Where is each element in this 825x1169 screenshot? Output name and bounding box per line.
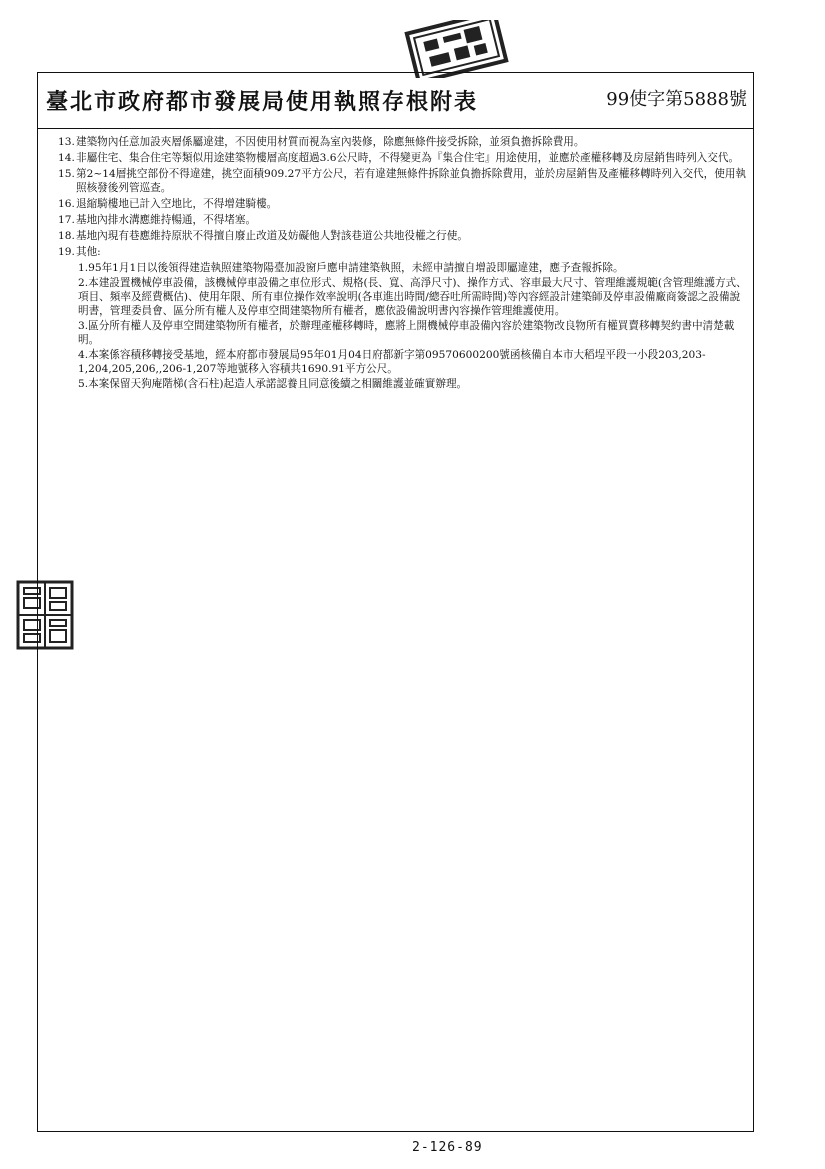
item-number: 18. <box>58 230 75 242</box>
seal-stamp-top <box>398 20 516 78</box>
item-text: 退縮騎樓地已計入空地比，不得增建騎樓。 <box>76 198 278 210</box>
page-code: 2-126-89 <box>412 1140 483 1155</box>
item-number: 16. <box>58 198 75 210</box>
item-text: 基地內排水溝應維持暢通，不得堵塞。 <box>76 214 257 226</box>
conditions-list <box>58 135 748 392</box>
document-title: 臺北市政府都市發展局使用執照存根附表 <box>46 89 479 115</box>
list-item <box>58 229 748 243</box>
sub-item: 5.本案保留天狗庵階梯(含石柱)起造人承諾認養且同意後續之相關維護並確實辦理。 <box>78 378 468 390</box>
item-number: 17. <box>58 214 75 226</box>
item-text: 基地內現有巷應維持原狀不得擅自廢止改道及妨礙他人對該巷道公共地役權之行使。 <box>76 230 468 242</box>
list-item <box>58 245 748 259</box>
list-item <box>58 167 748 195</box>
item-text: 其他: <box>76 246 101 258</box>
permit-number: 99使字第5888號 <box>606 89 747 110</box>
sub-item: 2.本建設置機械停車設備，該機械停車設備之車位形式、規格(長、寬、高淨尺寸)、操作方式、容車最大尺寸、管理維護規範(含管理維護方式、項目、頻率及經費概估)、使用年限、所有車位操作效率說明(各車進出時間/總吞吐所需時間)等內容經設計建築師及停車設備廠商簽認之設備說明書，管理委員會、區分所有權人及停車空間建築物所有權者，應依設備說明書內容操作管理維護使用。 <box>78 277 747 317</box>
item-number: 15. <box>58 168 75 180</box>
list-item <box>58 151 748 165</box>
sub-item: 3.區分所有權人及停車空間建築物所有權者，於辦理產權移轉時，應將上開機械停車設備內容於建築物改良物所有權買賣移轉契約書中清楚載明。 <box>78 320 735 346</box>
list-item <box>58 135 748 149</box>
list-item <box>58 197 748 211</box>
item-text: 非屬住宅、集合住宅等類似用途建築物樓層高度超過3.6公尺時，不得變更為『集合住宅』用途使用，並應於產權移轉及房屋銷售時列入交代。 <box>76 152 740 164</box>
sub-item: 1.95年1月1日以後領得建造執照建築物陽臺加設窗戶應申請建築執照，未經申請擅自增設即屬違建，應予查報拆除。 <box>78 262 624 274</box>
item-text: 第2~14層挑空部份不得違建，挑空面積909.27平方公尺，若有違建無條件拆除並負擔拆除費用，並於房屋銷售及產權移轉時列入交代，使用執照核發後列管巡查。 <box>76 168 747 194</box>
item-number: 13. <box>58 136 75 148</box>
item-number: 19. <box>58 246 75 258</box>
document-frame <box>37 72 754 1132</box>
item-number: 14. <box>58 152 75 164</box>
document-header <box>38 73 753 129</box>
sub-item: 4.本案係容積移轉接受基地，經本府都市發展局95年01月04日府都新字第09570600200號函核備自本市大稻埕平段一小段203,203-1,204,205,206,,206-1,207等地號移入容積共1690.91平方公尺。 <box>78 349 706 375</box>
item-text: 建築物內任意加設夾層係屬違建，不因使用材質而視為室內裝修，除應無條件接受拆除，並須負擔拆除費用。 <box>76 136 585 148</box>
list-item <box>58 213 748 227</box>
